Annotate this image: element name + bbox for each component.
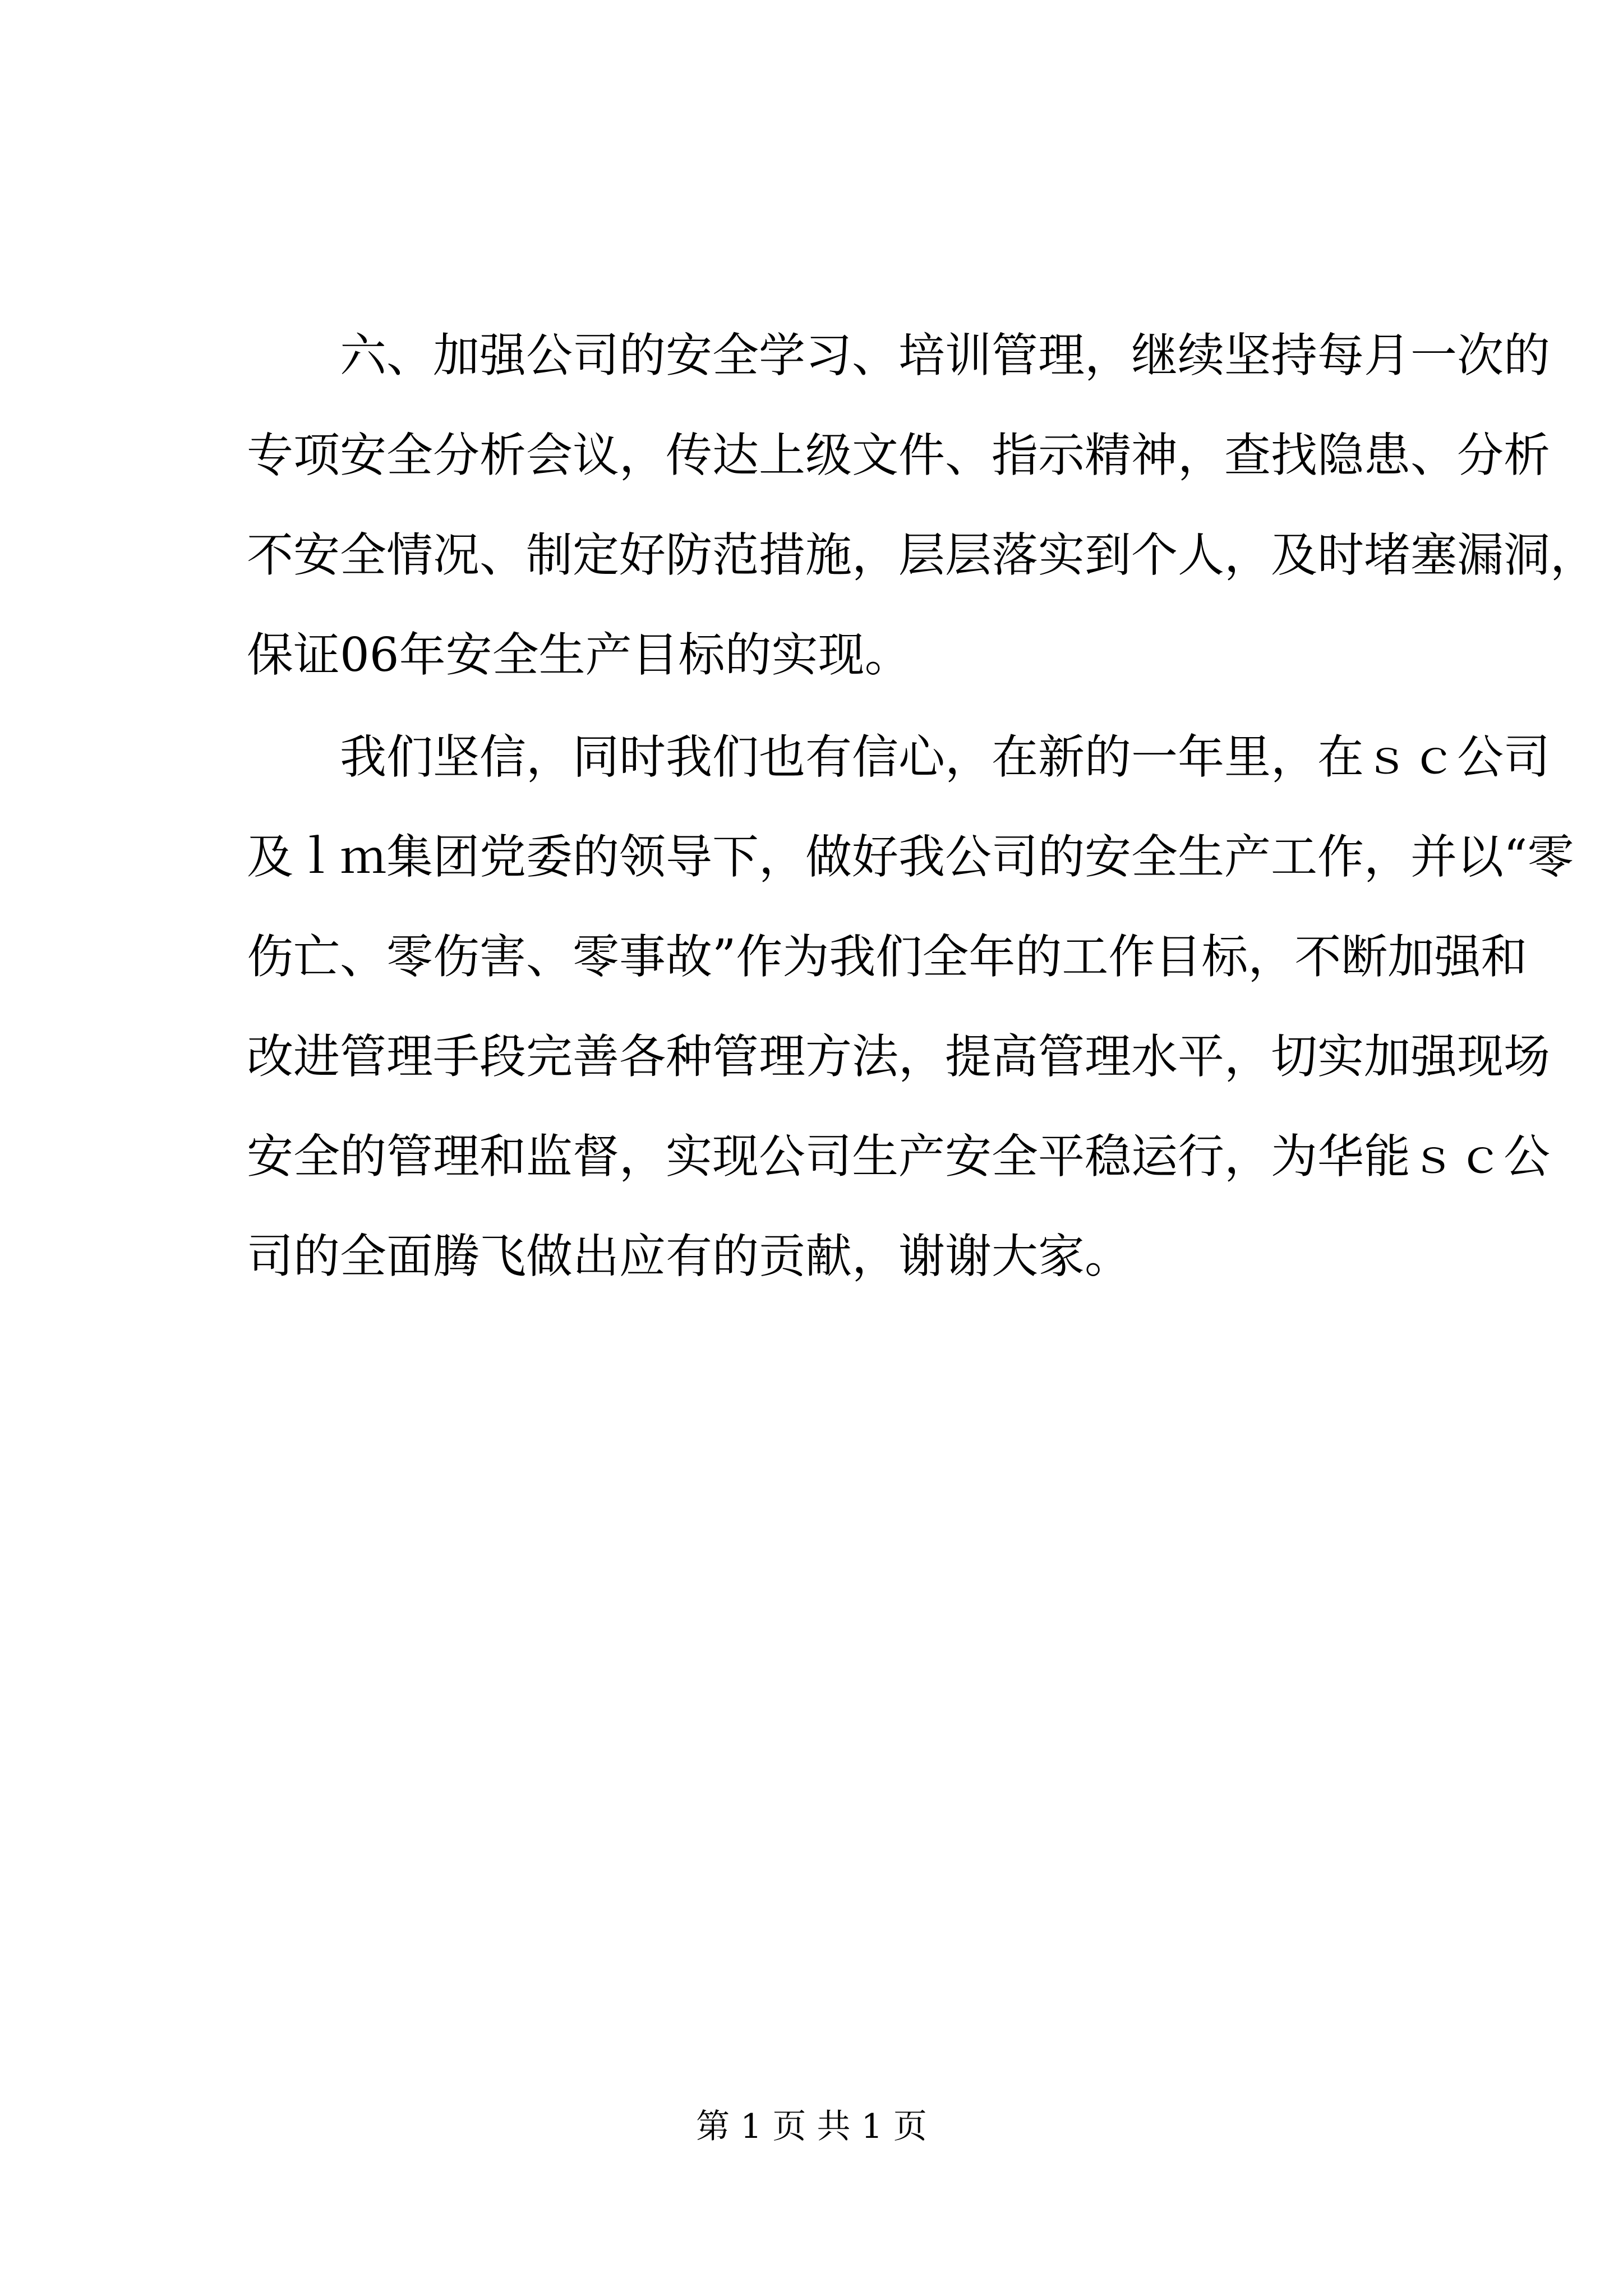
text-line: 不安全情况、制定好防范措施，层层落实到个人，及时堵塞漏洞， xyxy=(247,528,1597,582)
text-line: 我们坚信，同时我们也有信心，在新的一年里，在ｓｃ公司 xyxy=(247,730,1550,784)
paragraph xyxy=(247,707,1574,1306)
text-line: 伤亡、零伤害、零事故”作为我们全年的工作目标，不断加强和 xyxy=(247,930,1528,984)
text-line: 六、加强公司的安全学习、培训管理，继续坚持每月一次的 xyxy=(247,328,1550,383)
page-footer xyxy=(0,2101,1623,2152)
text-line: 保证06年安全生产目标的实现。 xyxy=(247,628,911,682)
text-line: 专项安全分析会议，传达上级文件、指示精神，查找隐患、分析 xyxy=(247,428,1550,482)
paragraph xyxy=(247,306,1597,705)
page-number: 第 1 页 共 1 页 xyxy=(696,2107,927,2146)
text-line: 及ｌｍ集团党委的领导下，做好我公司的安全生产工作，并以“零 xyxy=(247,830,1574,884)
text-line: 司的全面腾飞做出应有的贡献，谢谢大家。 xyxy=(247,1229,1131,1283)
text-line: 改进管理手段完善各种管理方法，提高管理水平，切实加强现场 xyxy=(247,1029,1550,1084)
text-line: 安全的管理和监督，实现公司生产安全平稳运行，为华能ｓｃ公 xyxy=(247,1129,1550,1184)
document-body xyxy=(247,306,1597,1306)
